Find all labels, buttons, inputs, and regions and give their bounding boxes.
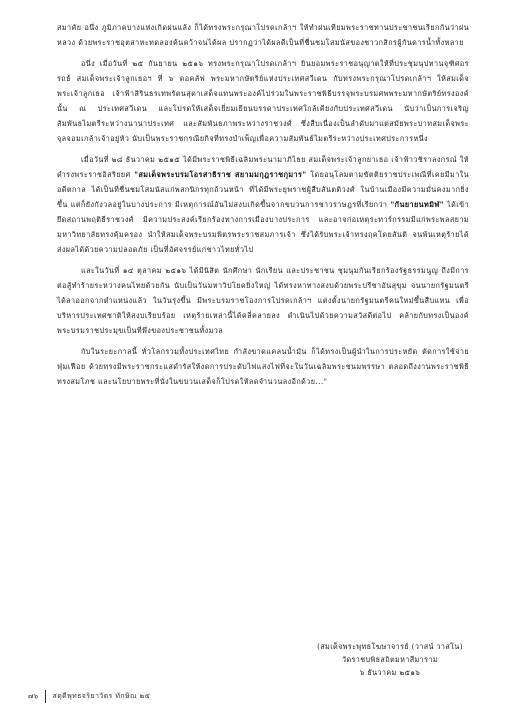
body-paragraph <box>57 152 469 257</box>
paragraph-text: ได้เข้ายึดสถานพฤติธีราชวงศ์ มีความประสงค์เรียกร้องทางการเมืองบางประการ และอาจก่อเหตุระทาร์กรรมมีแก่พระพลสยามมหาวิทยาลัยทรงคุ้มครอง นำให้สมเด็จพระบรมพิตรพระราชสมภารเจ้า ซึ่งได้รับพระเจ้าทรงฤคโดยสันติ จนพ้นเหตุร้ายได้ส่งผลได้ด้วยความปลอดภัย เป็นที่อัศจรรย์แก่ชาวไทยทั่วไป <box>57 200 469 254</box>
footer-divider <box>45 690 46 703</box>
document-body <box>57 20 469 395</box>
emphasized-text: "กันยายนทมิฬ" <box>390 200 444 209</box>
body-paragraph <box>57 56 469 146</box>
signature-name: (สมเด็จพระพุทธโฆษาจารย์ (วาสน์ วาสโน) <box>317 642 463 651</box>
body-paragraph <box>57 20 469 50</box>
signature-block <box>290 640 490 679</box>
signature-temple: วัดราชบพิธสถิตมหาสีมาราม <box>342 655 438 664</box>
page-number: ๗๖ <box>28 691 39 700</box>
signature-date: ๖ ธันวาคม ๒๕๑๖ <box>359 668 421 677</box>
paragraph-text: และในวันที่ ๑๔ ตุลาคม ๒๕๑๖ ได้มีนิสิต นักศึกษา นักเรียน และประชาชน ชุมนุมกันเรียกร้องรัฐธรรมนูญ ถึงมีการต่อสู้ทำร้ายระหว่างคนไทยด้วยกัน นับเป็นวันมหาวิปโยคยิ่งใหญ่ ได้ทรงหาทางสงบด้วยพระปรีชาอันสุขุม จนนายกรัฐมนตรีได้ลาออกจากตำแหน่งแล้ว ในวันรุ่งขึ้น มีพระบรมราชโองการโปรดเกล้าฯ แต่งตั้งนายกรัฐมนตรีคนใหม่ขึ้นสืบแทน เพื่อบริหารประเทศชาติให้สงบเรียบร้อย เหตุร้ายเหล่านี้ได้คลี่คลายลง ดำเนินไปด้วยความสวัสดีต่อไป คล้ายกับทรงเป็นองค์พระบรมราชประมุขเป็นที่พึ่งของประชาชนทั้งมวล <box>57 266 469 335</box>
page-footer <box>28 689 150 703</box>
paragraph-text: อนึ่ง เมื่อวันที่ ๒๕ กันยายน ๒๕๑๖ ทรงพระกรุณาโปรดเกล้าฯ ยินยอมพระราชอนุญาตให้ที่ประชุมนุปทานจุฑิศอรรถธ์ สมเด็จพระเจ้าลูกเธอฯ ที่ ๖ ดอคลัฟ พระมหากษัตริย์แห่งประเทศสวีเดน กับทรงพระกรุณาโปรดเกล้าฯ ให้สมเด็จพระเจ้าลูกเธอ เจ้าฟ้าสิรินธรเทพรัตนสุดาเสด็จแทนพระองค์ไปร่วมในพระราชพิธีบรรจุพระบรมศพพระมหากษัตริย์ทรงองค์นั้น ณ ประเทศสวีเดน และโปรดให้เสด็จเยี่ยมเยียนบรรดาประเทศใกล้เคียงกับประเทศสวีเดน นับว่าเป็นการเจริญสัมพันธไมตรีระหว่างนานาประเทศ และสัมพันธภาพระหว่างราชวงศ์ ซึ่งสืบเนื่องเป็นลำดับมาแต่สมัยพระบาทสมเด็จพระจุลจอมเกล้าเจ้าอยู่หัว นับเป็นพระราชกรณียกิจที่ทรงบำเพ็ญเพื่อความสัมพันธ์ไมตรีระหว่างประเทศประการหนึ่ง <box>57 59 469 143</box>
body-paragraph <box>57 263 469 338</box>
body-paragraph <box>57 344 469 389</box>
paragraph-text: กับในระยะกาลนี้ ทั่วโลกรวมทั้งประเทศไทย กำลังขาดแคลนน้ำมัน ก็ได้ทรงเป็นผู้นำในการประหยัด ตัดการใช้จ่ายฟุ่มเฟือย ด้วยทรงมีพระราชกระแสดำรัสให้งดการประดับไฟแสงไฟที่จะในวันเฉลิมพระชนมพรรษา ตลอดถึงงานพระราชพิธีทรงสมโภช และนโยบายพระที่นั่งในขบวนเสด็จก็โปรดให้ลดจำนวนลงอีกด้วย..." <box>57 347 469 386</box>
paragraph-text: โดยอนุโลมตามขัตติยราชประเพณีที่เคยมีมาในอดีตกาล ได้เป็นที่ชื่นชมโสมนัสแก่พสกนิกรทุกถ้วนหน้า ที่ได้มีพระยุพราชผู้สืบสันตติวงศ์ ในบ้านเมืองมีความมั่นคงมากยิ่งขึ้น แต่ก็ยังกังวลอยู่ในบางประการ มีเหตุการณ์อันไม่สงบเกิดขึ้นจากขบวนการชาวราษฎรที่เรียกว่า <box>57 170 469 209</box>
paragraph-text: เมื่อวันที่ ๒๘ ธันวาคม ๒๕๑๕ ได้มีพระราชพิธีเฉลิมพระนามาภิไธย สมเด็จพระเจ้าลูกยาเธอ เจ้าฟ้าวชิราลงกรณ์ ให้ดำรงพระราชอิสริยยศ <box>57 155 469 179</box>
emphasized-text: "สมเด็จพระบรมโอรสาธิราช สยามมกุฎราชกุมาร" <box>134 170 307 179</box>
paragraph-text: สมาคัย อนึ่ง ภูมิภาคบางแห่งเกิดฝนแล้ง ก็ได้ทรงพระกรุณาโปรดเกล้าฯ ให้ทำฝนเทียมพระราชทานประชาชนเรียกกันว่าฝนหลวง ด้วยพระราชอุตสาหะทดลองค้นคว้าจนได้ผล ปรากฏว่าได้ผลดีเป็นที่ชื่นชมโสมนัสของชาวกสิกรผู้กันดารน้ำทั้งหลาย <box>57 23 469 47</box>
book-title: สดุดีพุทธจริยาวัตร ทักษิณ ๒๕ <box>52 691 151 700</box>
